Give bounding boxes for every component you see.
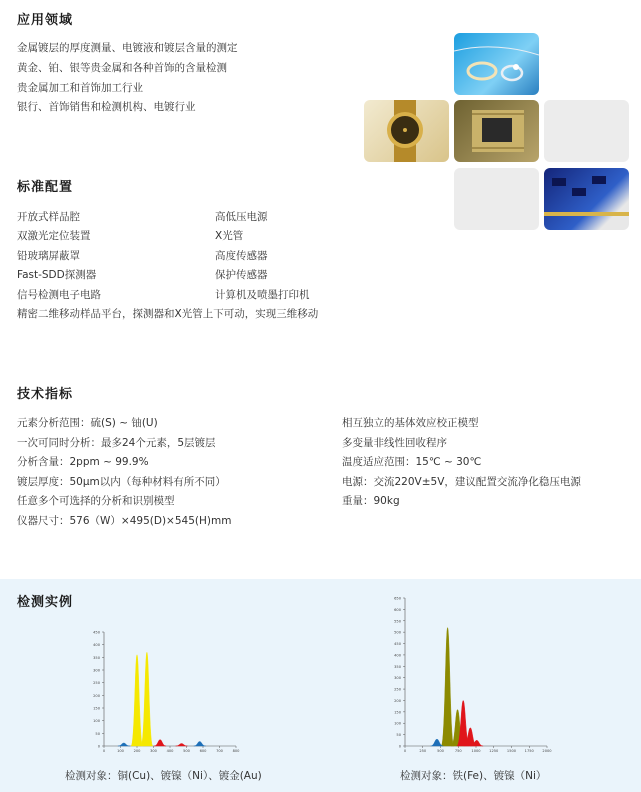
spec-item: 重量：90kg: [342, 495, 400, 507]
applications-title: 应用领域: [17, 13, 74, 28]
config-item: 高低压电源: [215, 211, 268, 223]
config-item: X光管: [215, 230, 244, 242]
spec-item: 多变量非线性回收程序: [342, 437, 447, 449]
config-full-line: 精密二维移动样品平台，探测器和X光管上下可动，实现三维移动: [17, 308, 319, 320]
cpu-chip-photo: [454, 100, 539, 162]
config-title: 标准配置: [17, 180, 74, 195]
spectrum-peak: [194, 741, 206, 746]
jewelry-rings-photo: [454, 33, 539, 95]
y-tick-label: 50: [396, 733, 401, 738]
x-tick-label: 600: [199, 749, 207, 753]
y-tick-label: 400: [93, 643, 100, 648]
circuit-board-photo: [544, 168, 629, 230]
config-item: 双激光定位装置: [17, 230, 91, 242]
spectrum-chart-fe-ni: [393, 592, 553, 758]
x-tick-label: 0: [403, 749, 407, 753]
y-tick-label: 150: [394, 710, 401, 715]
blank-placeholder: [454, 168, 539, 230]
specs-title: 技术指标: [17, 387, 74, 402]
x-tick-label: 2000: [542, 749, 552, 753]
x-tick-label: 700: [216, 749, 223, 753]
spec-item: 镀层厚度：50μm以内（每种材料有所不同）: [17, 476, 226, 488]
config-item: 开放式样品腔: [17, 211, 80, 223]
y-tick-label: 50: [95, 731, 100, 736]
x-tick-label: 500: [437, 749, 444, 753]
examples-title: 检测实例: [17, 595, 74, 610]
config-item: 高度传感器: [215, 250, 268, 262]
x-tick-label: 1750: [524, 749, 534, 753]
spec-item: 温度适应范围：15℃ ~ 30℃: [342, 456, 482, 468]
y-tick-label: 250: [93, 681, 100, 686]
spectrum-peak: [154, 740, 166, 746]
y-tick-label: 650: [394, 596, 401, 601]
application-line: 黄金、铂、银等贵金属和各种首饰的含量检测: [17, 62, 227, 74]
y-tick-label: 0: [398, 744, 401, 749]
y-tick-label: 300: [93, 668, 100, 673]
x-tick-label: 300: [150, 749, 157, 753]
y-tick-label: 250: [394, 687, 401, 692]
x-tick-label: 1250: [489, 749, 499, 753]
y-tick-label: 550: [394, 619, 401, 624]
spec-item: 一次可同时分析：最多24个元素，5层镀层: [17, 437, 216, 449]
spectrum-peak: [131, 655, 143, 746]
config-item: 计算机及喷墨打印机: [215, 289, 310, 301]
x-tick-label: 1000: [471, 749, 481, 753]
y-tick-label: 150: [93, 706, 100, 711]
spec-item: 电源：交流220V±5V，建议配置交流净化稳压电源: [342, 476, 581, 488]
config-item: 信号检测电子电路: [17, 289, 101, 301]
y-tick-label: 500: [394, 630, 401, 635]
x-tick-label: 100: [117, 749, 124, 753]
example-caption: 检测对象：铁(Fe)、镀镍（Ni）: [400, 770, 547, 782]
example-caption: 检测对象：铜(Cu)、镀镍（Ni）、镀金(Au): [65, 770, 262, 782]
spectrum-chart-cu-ni-au: [90, 626, 240, 758]
application-line: 银行、首饰销售和检测机构、电镀行业: [17, 101, 196, 113]
config-item: 铅玻璃屏蔽罩: [17, 250, 80, 262]
y-tick-label: 450: [394, 642, 401, 647]
x-tick-label: 500: [183, 749, 190, 753]
y-tick-label: 100: [93, 719, 100, 724]
spec-item: 元素分析范围：硫(S) ~ 铀(U): [17, 417, 158, 429]
chart-axes: [104, 632, 236, 746]
spectrum-peak: [141, 652, 153, 746]
y-tick-label: 450: [93, 630, 100, 635]
config-item: 保护传感器: [215, 269, 268, 281]
x-tick-label: 200: [133, 749, 141, 753]
config-item: Fast-SDD探测器: [17, 269, 97, 281]
spec-item: 相互独立的基体效应校正模型: [342, 417, 479, 429]
y-tick-label: 200: [93, 693, 100, 698]
x-tick-label: 250: [419, 749, 427, 753]
y-tick-label: 100: [394, 721, 401, 726]
x-tick-label: 750: [454, 749, 462, 753]
y-tick-label: 600: [394, 607, 401, 612]
spec-item: 分析含量：2ppm ~ 99.9%: [17, 456, 149, 468]
spectrum-peak: [176, 743, 188, 746]
spectrum-peak: [118, 743, 130, 746]
application-line: 贵金属加工和首饰加工行业: [17, 82, 143, 94]
y-tick-label: 350: [394, 664, 401, 669]
y-tick-label: 0: [97, 744, 100, 749]
spectrum-peak: [441, 628, 454, 746]
spec-item: 任意多个可选择的分析和识别模型: [17, 495, 175, 507]
chart-axes: [405, 598, 547, 746]
x-tick-label: 1500: [506, 749, 517, 753]
x-tick-label: 400: [166, 749, 174, 753]
y-tick-label: 300: [394, 676, 401, 681]
x-tick-label: 0: [102, 749, 106, 753]
y-tick-label: 350: [93, 655, 100, 660]
x-tick-label: 800: [232, 749, 240, 753]
gold-watch-photo: [364, 100, 449, 162]
y-tick-label: 200: [394, 698, 401, 703]
y-tick-label: 400: [394, 653, 401, 658]
blank-placeholder: [544, 100, 629, 162]
application-line: 金属镀层的厚度测量、电镀液和镀层含量的测定: [17, 42, 238, 54]
spectrum-peak: [431, 739, 444, 746]
spec-item: 仪器尺寸：576（W）×495(D)×545(H)mm: [17, 515, 232, 527]
